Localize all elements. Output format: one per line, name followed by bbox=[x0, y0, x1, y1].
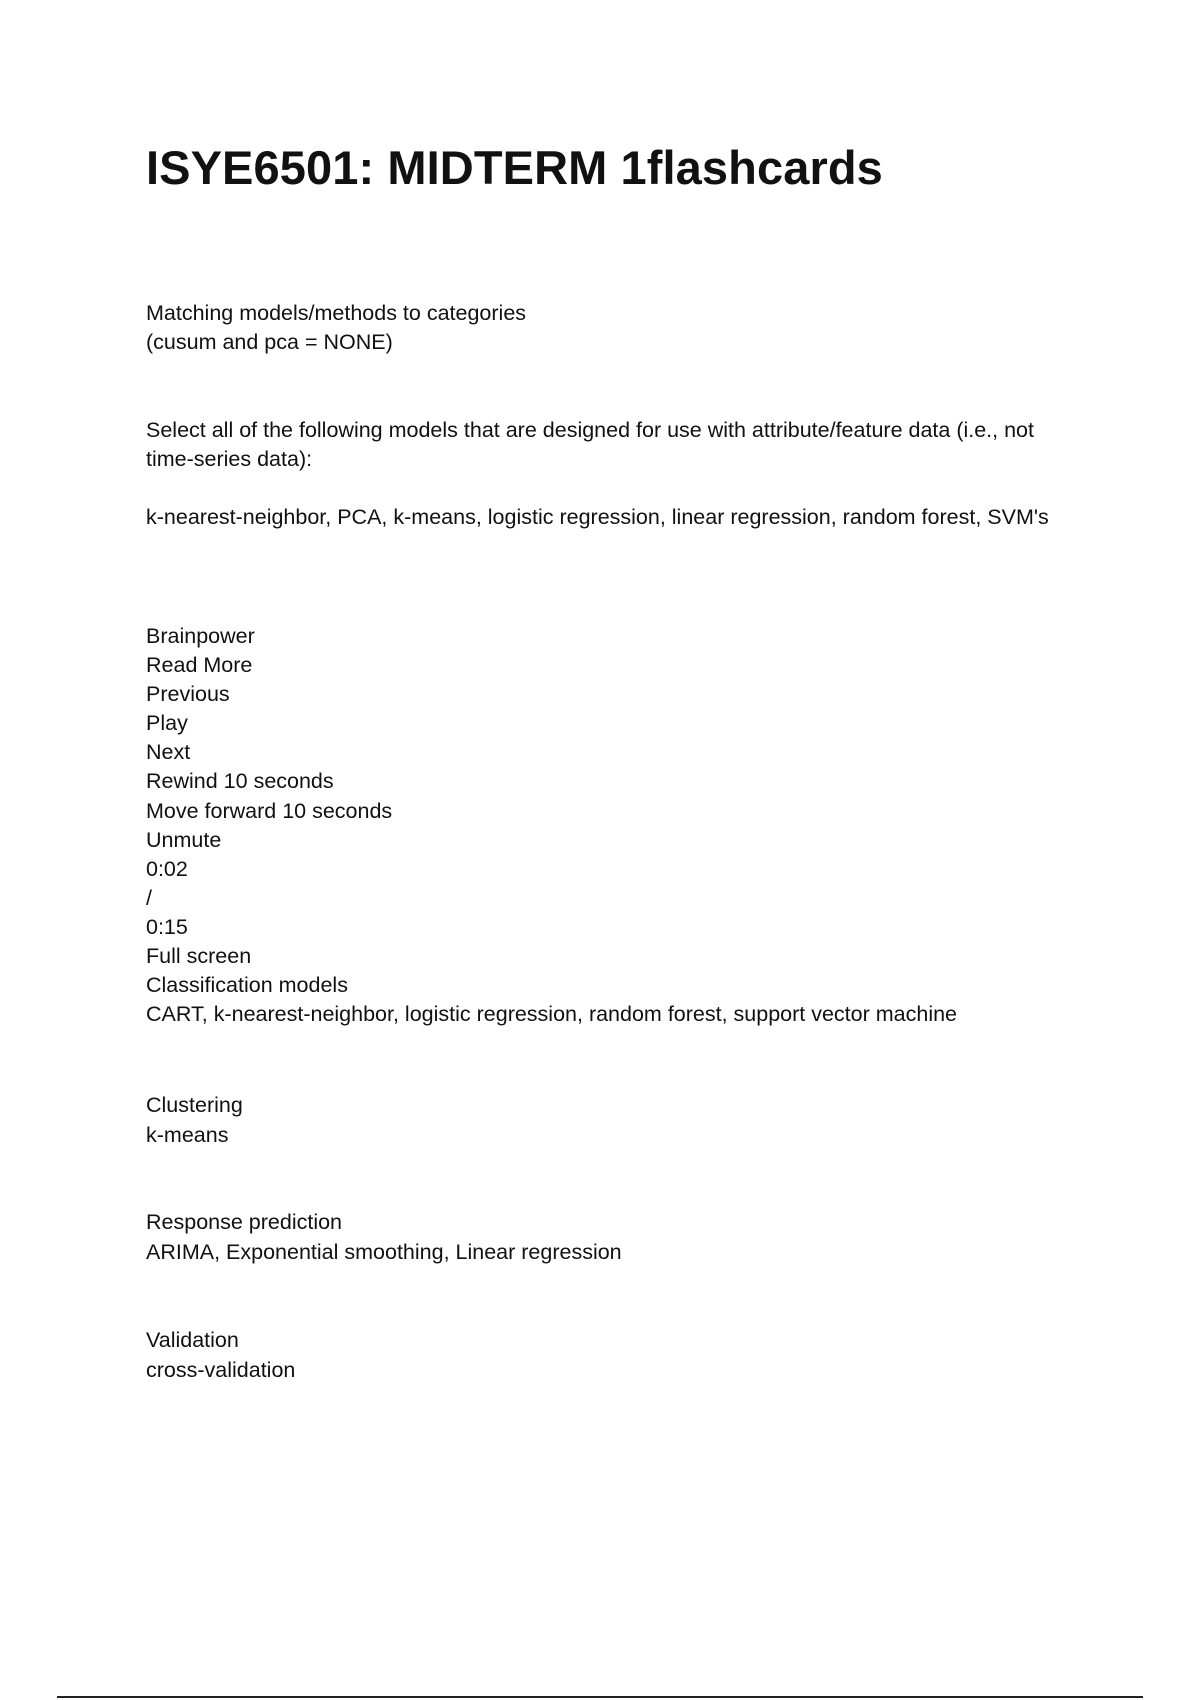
previous-label: Previous bbox=[146, 682, 230, 707]
response-section bbox=[146, 1208, 1086, 1267]
matching-line-2: (cusum and pca = NONE) bbox=[146, 329, 393, 354]
question-section bbox=[146, 416, 1086, 473]
unmute-label: Unmute bbox=[146, 827, 222, 852]
read-more-label: Read More bbox=[146, 653, 253, 678]
play-label: Play bbox=[146, 711, 188, 736]
brainpower-label: Brainpower bbox=[146, 624, 255, 648]
time-separator: / bbox=[146, 885, 152, 910]
forward-label: Move forward 10 seconds bbox=[146, 798, 393, 823]
full-screen-label: Full screen bbox=[146, 944, 252, 969]
clustering-items: k-means bbox=[146, 1122, 229, 1147]
classification-heading: Classification models bbox=[146, 973, 348, 998]
response-heading: Response prediction bbox=[146, 1210, 343, 1234]
rewind-label: Rewind 10 seconds bbox=[146, 769, 334, 794]
total-time: 0:15 bbox=[146, 914, 188, 939]
matching-line-1: Matching models/methods to categories bbox=[146, 301, 527, 325]
classification-items: CART, k-nearest-neighbor, logistic regression, random forest, support vector machine bbox=[146, 1002, 958, 1027]
validation-items: cross-validation bbox=[146, 1357, 296, 1382]
clustering-heading: Clustering bbox=[146, 1093, 243, 1117]
player-controls-text bbox=[146, 622, 1086, 1029]
question-text: Select all of the following models that are designed for use with attribute/feature data (i.e., not time-series data): bbox=[146, 418, 1034, 471]
matching-section bbox=[146, 299, 1086, 356]
footer-divider bbox=[57, 1696, 1143, 1698]
response-items: ARIMA, Exponential smoothing, Linear regression bbox=[146, 1239, 622, 1264]
answer-section bbox=[146, 503, 1086, 532]
validation-section bbox=[146, 1326, 1086, 1385]
current-time: 0:02 bbox=[146, 856, 188, 881]
answer-text: k-nearest-neighbor, PCA, k-means, logistic regression, linear regression, random forest, SVM's bbox=[146, 505, 1049, 529]
page-title: ISYE6501: MIDTERM 1flashcards bbox=[146, 141, 883, 194]
validation-heading: Validation bbox=[146, 1328, 239, 1352]
next-label: Next bbox=[146, 740, 191, 765]
clustering-section bbox=[146, 1091, 1086, 1150]
